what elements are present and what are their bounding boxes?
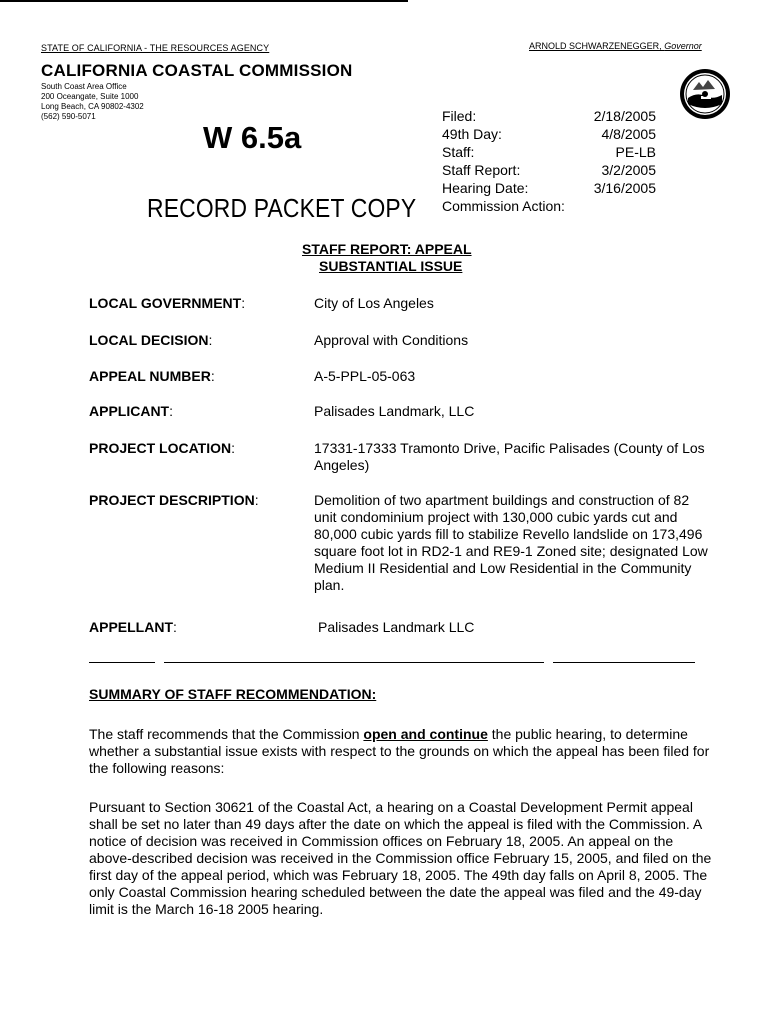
- summary-paragraph-1: The staff recommends that the Commission open and continue the public hearing, to determine whether a substantial issue exists with respect to the grounds on which the appeal has been filed for the following reasons:: [89, 726, 710, 776]
- emphasis-text: open and continue: [363, 726, 488, 742]
- agency-header: STATE OF CALIFORNIA - THE RESOURCES AGENCY: [41, 43, 270, 53]
- governor-title: Governor: [664, 41, 702, 51]
- governor-header: [529, 41, 702, 51]
- commission-name: CALIFORNIA COASTAL COMMISSION: [41, 61, 353, 80]
- filing-value: 3/2/2005: [601, 162, 656, 178]
- filing-label: Commission Action:: [442, 198, 565, 214]
- filing-label: Staff:: [442, 144, 475, 160]
- filing-label: Hearing Date:: [442, 180, 529, 196]
- filing-value: 4/8/2005: [601, 126, 656, 142]
- field-value: A-5-PPL-05-063: [314, 368, 416, 384]
- filing-value: 3/16/2005: [593, 180, 656, 196]
- field-label: LOCAL DECISION:: [89, 332, 213, 348]
- field-label: LOCAL GOVERNMENT:: [89, 295, 246, 311]
- divider-line: [553, 662, 695, 663]
- field-label: APPEAL NUMBER:: [89, 368, 215, 384]
- report-subtitle: SUBSTANTIAL ISSUE: [319, 258, 463, 274]
- filing-value: PE-LB: [615, 144, 656, 160]
- filing-label: Staff Report:: [442, 162, 521, 178]
- divider-line: [89, 662, 155, 663]
- summary-heading: SUMMARY OF STAFF RECOMMENDATION:: [89, 686, 377, 702]
- field-value: Palisades Landmark LLC: [318, 619, 475, 635]
- divider-line: [164, 662, 544, 663]
- field-value: Approval with Conditions: [314, 332, 469, 348]
- field-label: APPLICANT:: [89, 403, 174, 419]
- record-packet-stamp: RECORD PACKET COPY: [147, 193, 417, 223]
- summary-paragraph-2: Pursuant to Section 30621 of the Coastal Act, a hearing on a Coastal Development Permit appeal shall be set no later than 49 days after the date on which the appeal is filed with the Commission. A notice of decision was received in Commission offices on February 18, 2005. An appeal on the above-described decision was received in the Commission office February 15, 2005, and filed on the first day of the appeal period, which was February 18, 2005. The 49th day falls on April 8, 2005. The only Coastal Commission hearing scheduled between the date the appeal was filed and the 49-day limit is the March 16-18 2005 hearing.: [89, 799, 712, 917]
- filing-values: [578, 107, 656, 197]
- office-line: South Coast Area Office: [41, 82, 127, 91]
- field-value: Demolition of two apartment buildings and construction of 82 unit condominium project with 130,000 cubic yards cut and 80,000 cubic yards fill to stabilize Revello landslide on 173,496 square foot lot in RD2-1 and RE9-1 Zoned site; designated Low Medium II Residential and Low Residential in the Community plan.: [314, 492, 708, 593]
- field-label: PROJECT DESCRIPTION:: [89, 492, 259, 508]
- filing-labels: [442, 107, 565, 215]
- field-label: APPELLANT:: [89, 619, 177, 635]
- office-line: (562) 590-5071: [41, 112, 96, 121]
- state-seal-icon: [679, 68, 731, 120]
- agenda-item-number: W 6.5a: [203, 120, 302, 155]
- filing-value: 2/18/2005: [593, 108, 656, 124]
- office-line: 200 Oceangate, Suite 1000: [41, 92, 139, 101]
- top-border-line: [0, 0, 408, 2]
- governor-name: ARNOLD SCHWARZENEGGER,: [529, 41, 665, 51]
- field-value: Palisades Landmark, LLC: [314, 403, 475, 419]
- filing-label: 49th Day:: [442, 126, 502, 142]
- field-value: 17331-17333 Tramonto Drive, Pacific Palisades (County of Los Angeles): [314, 440, 705, 473]
- office-address: [41, 82, 144, 122]
- filing-label: Filed:: [442, 108, 477, 124]
- office-line: Long Beach, CA 90802-4302: [41, 102, 144, 111]
- report-title: STAFF REPORT: APPEAL: [302, 241, 472, 257]
- field-value: City of Los Angeles: [314, 295, 434, 311]
- field-label: PROJECT LOCATION:: [89, 440, 235, 456]
